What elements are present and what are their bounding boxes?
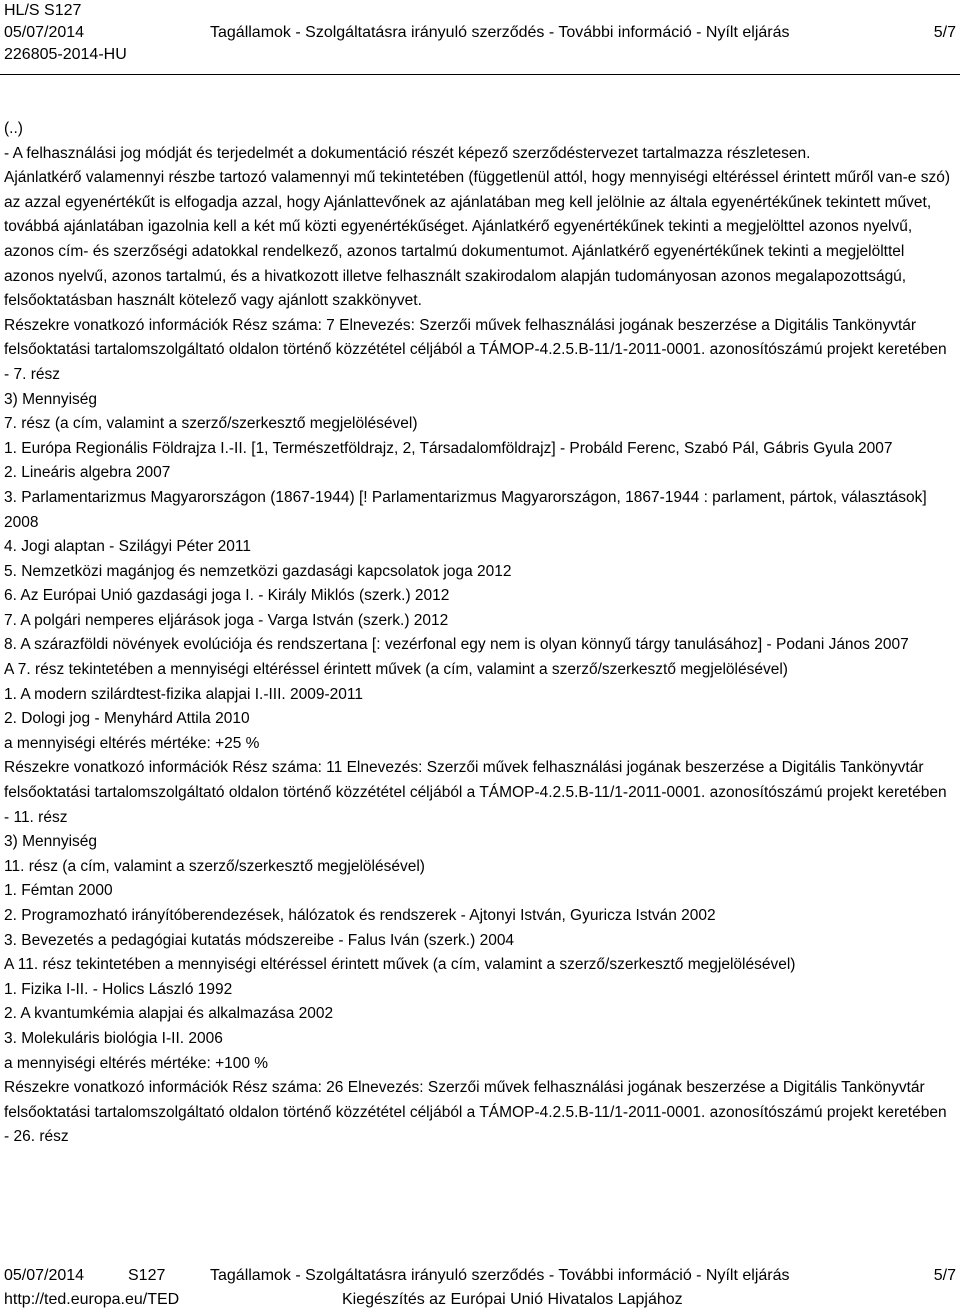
header-divider — [0, 74, 960, 75]
list-item: 2. Programozható irányítóberendezések, hálózatok és rendszerek - Ajtonyi István, Gyuricza István 2002 — [4, 907, 716, 924]
list-item: 3. Parlamentarizmus Magyarországon (1867-1944) [! Parlamentarizmus Magyarországon, 1867-1944 : parlament, pártok, választások] 2008 — [4, 488, 927, 531]
page-header — [4, 0, 956, 66]
document-body — [4, 117, 956, 1150]
header-page-number: 5/7 — [933, 24, 956, 41]
text-line: (..) — [4, 120, 23, 137]
list-item: 1. Fizika I-II. - Holics László 1992 — [4, 980, 233, 998]
footer-url[interactable]: http://ted.europa.eu/TED — [4, 1291, 180, 1308]
header-title: Tagállamok - Szolgáltatásra irányuló szerződés - További információ - Nyílt eljárás — [210, 24, 790, 41]
list-item: 2. Lineáris algebra 2007 — [4, 464, 171, 482]
list-item: 1. A modern szilárdtest-fizika alapjai I.-III. 2009-2011 — [4, 685, 363, 703]
footer-date: 05/07/2014 — [4, 1267, 85, 1284]
section-heading: 3) Mennyiség — [4, 390, 98, 408]
list-item: 3. Molekuláris biológia I-II. 2006 — [4, 1029, 223, 1047]
list-item: 5. Nemzetközi magánjog és nemzetközi gazdasági kapcsolatok joga 2012 — [4, 562, 512, 580]
footer-title: Tagállamok - Szolgáltatásra irányuló szerződés - További információ - Nyílt eljárás — [210, 1267, 790, 1284]
header-line-1 — [4, 0, 956, 22]
header-date: 05/07/2014 — [4, 24, 85, 41]
header-line-3 — [4, 44, 956, 66]
section-heading: 3) Mennyiség — [4, 833, 98, 851]
text-line: A 11. rész tekintetében a mennyiségi eltéréssel érintett művek (a cím, valamint a szerző/szerkesztő megjelölésével) — [4, 956, 796, 974]
footer-publisher: Kiegészítés az Európai Unió Hivatalos Lapjához — [342, 1291, 683, 1308]
footer-code: S127 — [128, 1267, 166, 1284]
header-series: HL/S S127 — [4, 2, 82, 19]
text-line: a mennyiségi eltérés mértéke: +100 % — [4, 1054, 269, 1072]
header-doc-id: 226805-2014-HU — [4, 46, 127, 63]
text-line: a mennyiségi eltérés mértéke: +25 % — [4, 734, 260, 752]
header-line-2 — [4, 22, 956, 44]
list-item: 4. Jogi alaptan - Szilágyi Péter 2011 — [4, 538, 252, 556]
list-item: 1. Európa Regionális Földrajza I.-II. [1, Természetföldrajz, 2, Társadalomföldrajz] - Probáld Ferenc, Szabó Pál, Gábris Gyula 2007 — [4, 439, 893, 457]
page-footer — [4, 1265, 956, 1313]
part-info-26: Részekre vonatkozó információk Rész száma: 26 Elnevezés: Szerzői művek felhasználási jogának beszerzése a Digitális Tankönyvtár felsőoktatási tartalomszolgáltató oldalon történő közzététel céljából a TÁMOP-4.2.5.B-11/1-2011-0001. azonosítószámú projekt keretében - 26. rész — [4, 1079, 947, 1146]
text-line: A 7. rész tekintetében a mennyiségi eltéréssel érintett művek (a cím, valamint a szerző/szerkesztő megjelölésével) — [4, 661, 788, 679]
text-paragraph: Ajánlatkérő valamennyi részbe tartozó valamennyi mű tekintetében (függetlenül attól, hogy mennyiségi eltéréssel érintett műről van-e szó) az azzal egyenértékűt is elfogadja azzal, hogy Ajánlattevőnek az ajánlatában meg kell jelölnie az általa egyenértékűnek tekintett művet, továbbá ajánlatában igazolnia kell a két mű közti egyenértékűséget. Ajánlatkérő egyenértékűnek tekinti a megjelölttel azonos nyelvű, azonos cím- és szerzőségi adatokkal rendelkező, azonos tartalmú dokumentumot. Ajánlatkérő egyenértékűnek tekinti a megjelölttel azonos nyelvű, azonos tartalmú, és a hivatkozott illetve felhasznált szakirodalom alapján tudományosan azonos megalapozottságú, felsőoktatásban használt kötelező vagy ajánlott szakkönyvet. — [4, 169, 950, 310]
part-info-11: Részekre vonatkozó információk Rész száma: 11 Elnevezés: Szerzői művek felhasználási jogának beszerzése a Digitális Tankönyvtár felsőoktatási tartalomszolgáltató oldalon történő közzététel céljából a TÁMOP-4.2.5.B-11/1-2011-0001. azonosítószámú projekt keretében - 11. rész — [4, 759, 947, 826]
footer-line-2 — [4, 1289, 956, 1313]
footer-page-number: 5/7 — [933, 1267, 956, 1284]
list-item: 1. Fémtan 2000 — [4, 882, 113, 900]
part-info-7: Részekre vonatkozó információk Rész száma: 7 Elnevezés: Szerzői művek felhasználási jogának beszerzése a Digitális Tankönyvtár felsőoktatási tartalomszolgáltató oldalon történő közzététel céljából a TÁMOP-4.2.5.B-11/1-2011-0001. azonosítószámú projekt keretében - 7. rész — [4, 316, 947, 383]
list-item: 3. Bevezetés a pedagógiai kutatás módszereibe - Falus Iván (szerk.) 2004 — [4, 931, 515, 949]
text-line: - A felhasználási jog módját és terjedelmét a dokumentáció részét képező szerződéstervezet tartalmazza részletesen. — [4, 144, 811, 162]
list-item: 7. A polgári nemperes eljárások joga - Varga István (szerk.) 2012 — [4, 611, 449, 629]
list-item: 2. Dologi jog - Menyhárd Attila 2010 — [4, 710, 250, 728]
list-item: 2. A kvantumkémia alapjai és alkalmazása 2002 — [4, 1005, 334, 1023]
list-item: 6. Az Európai Unió gazdasági joga I. - Király Miklós (szerk.) 2012 — [4, 587, 450, 605]
text-line: 7. rész (a cím, valamint a szerző/szerkesztő megjelölésével) — [4, 415, 418, 433]
footer-line-1 — [4, 1265, 956, 1289]
text-line: 11. rész (a cím, valamint a szerző/szerkesztő megjelölésével) — [4, 857, 425, 875]
list-item: 8. A szárazföldi növények evolúciója és rendszertana [: vezérfonal egy nem is olyan könnyű tárgy tanulásához] - Podani János 2007 — [4, 636, 909, 654]
